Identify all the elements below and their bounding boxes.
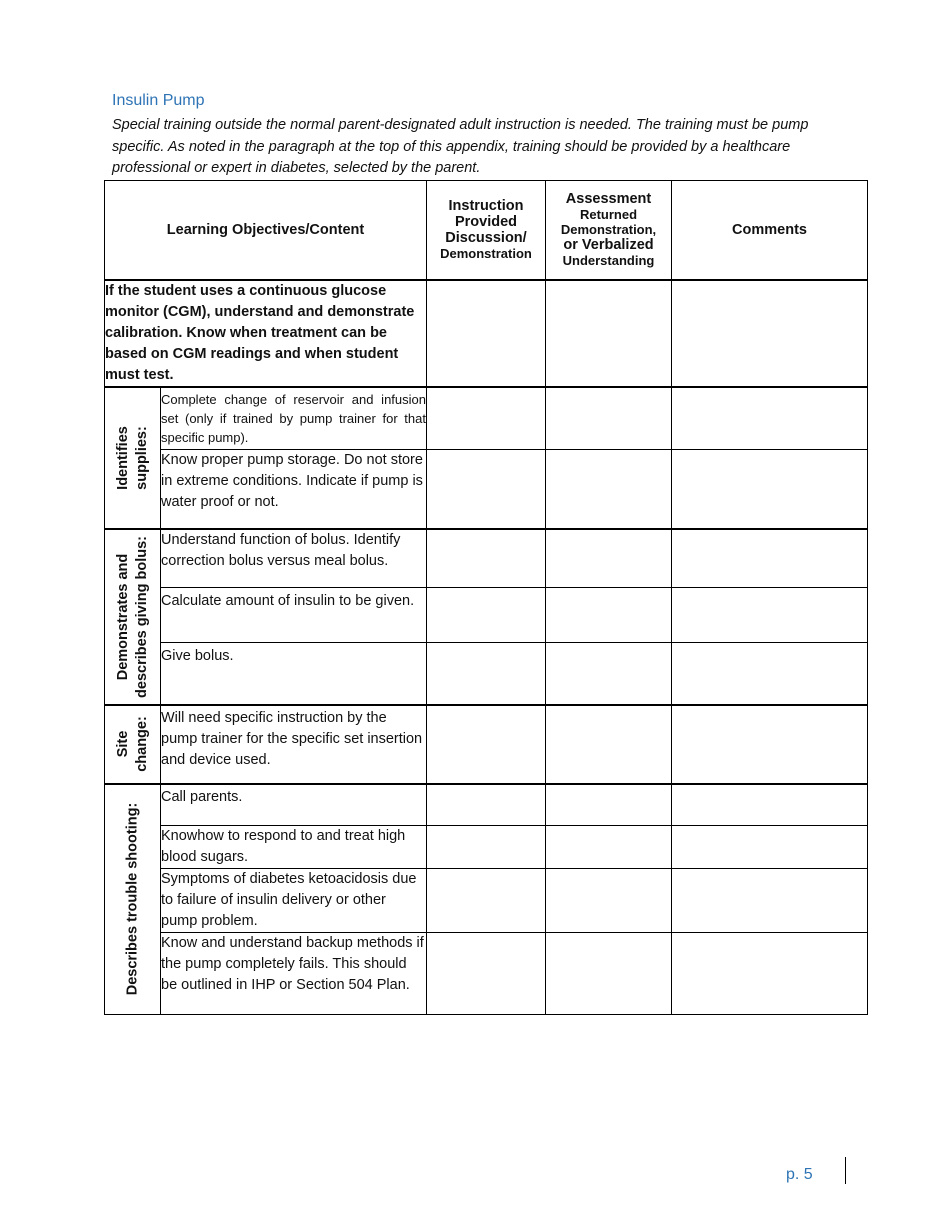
assessment-cell[interactable] [546,450,672,529]
header-row [105,181,868,280]
assessment-cell[interactable] [546,784,672,826]
table-row [105,869,868,933]
header-assessment-line2: Returned [579,207,638,223]
supplies-label-line1: Identifies [114,425,131,490]
bolus-item-give: Give bolus. [161,643,427,705]
comments-cell[interactable] [672,784,868,826]
intro-paragraph: Special training outside the normal parent-designated adult instruction is needed. The training must be pump specific. As noted in the paragraph at the top of this appendix, training should be provided by a healthcare professional or expert in diabetes, selected by the parent. [112,117,809,176]
instruction-cell[interactable] [427,784,546,826]
assessment-cell[interactable] [546,933,672,1015]
instruction-cell[interactable] [427,529,546,588]
comments-cell[interactable] [672,869,868,933]
cgm-objective: If the student uses a continuous glucose monitor (CGM), understand and demonstrate calibration. Know when treatment can be based on CGM readings and when student must test. [105,280,427,387]
page-number: p. 5 [786,1166,813,1183]
table-row [105,643,868,705]
instruction-cell[interactable] [427,643,546,705]
trouble-item-backup-methods: Know and understand backup methods if the pump completely fails. This should be outlined in IHP or Section 504 Plan. [161,933,427,1015]
header-instruction-line2: Provided [454,214,518,231]
comments-cell[interactable] [672,588,868,643]
header-assessment-line1: Assessment [565,191,652,208]
training-checklist-table [104,180,868,1015]
supplies-label-line2: supplies: [133,425,150,490]
comments-cell[interactable] [672,529,868,588]
instruction-cell[interactable] [427,280,546,387]
header-instruction [427,181,546,280]
table-row [105,784,868,826]
supplies-vertical-label [114,426,152,490]
header-assessment-line4: or Verbalized [563,237,654,254]
assessment-cell[interactable] [546,826,672,869]
table-row [105,529,868,588]
header-instruction-line4: Demonstration [440,246,532,262]
header-comments: Comments [672,181,868,280]
assessment-cell[interactable] [546,869,672,933]
table-row [105,450,868,529]
assessment-cell[interactable] [546,280,672,387]
bolus-label-line2: describes giving bolus: [133,535,150,698]
instruction-cell[interactable] [427,387,546,450]
assessment-cell[interactable] [546,705,672,784]
trouble-item-high-blood-sugar: Knowhow to respond to and treat high blood sugars. [161,826,427,869]
trouble-item-ketoacidosis: Symptoms of diabetes ketoacidosis due to failure of insulin delivery or other pump problem. [161,869,427,933]
trouble-label-line1: Describes trouble shooting: [124,802,140,996]
table-row [105,387,868,450]
table-row [105,705,868,784]
assessment-cell[interactable] [546,529,672,588]
footer-divider [845,1157,846,1184]
table-row [105,826,868,869]
site-item-instruction: Will need specific instruction by the pump trainer for the specific set insertion and device used. [161,705,427,784]
supplies-item-reservoir: Complete change of reservoir and infusion set (only if trained by pump trainer for that specific pump). [161,387,427,450]
header-instruction-line1: Instruction [448,198,524,215]
comments-cell[interactable] [672,643,868,705]
site-label-line1: Site [114,730,131,758]
table-row [105,588,868,643]
comments-cell[interactable] [672,933,868,1015]
assessment-cell[interactable] [546,588,672,643]
bolus-item-function: Understand function of bolus. Identify correction bolus versus meal bolus. [161,529,427,588]
instruction-cell[interactable] [427,705,546,784]
instruction-cell[interactable] [427,869,546,933]
trouble-item-call-parents: Call parents. [161,784,427,826]
assessment-cell[interactable] [546,387,672,450]
header-assessment-line5: Understanding [562,253,655,269]
header-instruction-line3: Discussion/ [445,230,527,247]
comments-cell[interactable] [672,280,868,387]
instruction-cell[interactable] [427,450,546,529]
instruction-cell[interactable] [427,826,546,869]
supplies-item-storage: Know proper pump storage. Do not store in extreme conditions. Indicate if pump is water proof or not. [161,450,427,529]
section-title: Insulin Pump [112,92,205,109]
bolus-item-calculate: Calculate amount of insulin to be given. [161,588,427,643]
site-label-line2: change: [133,716,150,772]
header-assessment [546,181,672,280]
instruction-cell[interactable] [427,933,546,1015]
group-label-trouble [105,784,161,1015]
trouble-vertical-label [123,803,142,996]
instruction-cell[interactable] [427,588,546,643]
comments-cell[interactable] [672,826,868,869]
group-label-site [105,705,161,784]
bolus-label-line1: Demonstrates and [114,553,131,680]
group-label-supplies [105,387,161,529]
header-assessment-line3: Demonstration, [560,222,657,238]
comments-cell[interactable] [672,705,868,784]
comments-cell[interactable] [672,387,868,450]
site-vertical-label [114,716,152,772]
comments-cell[interactable] [672,450,868,529]
table-row [105,280,868,387]
header-objectives: Learning Objectives/Content [105,181,427,280]
group-label-bolus [105,529,161,705]
assessment-cell[interactable] [546,643,672,705]
table-row [105,933,868,1015]
bolus-vertical-label [114,536,152,698]
